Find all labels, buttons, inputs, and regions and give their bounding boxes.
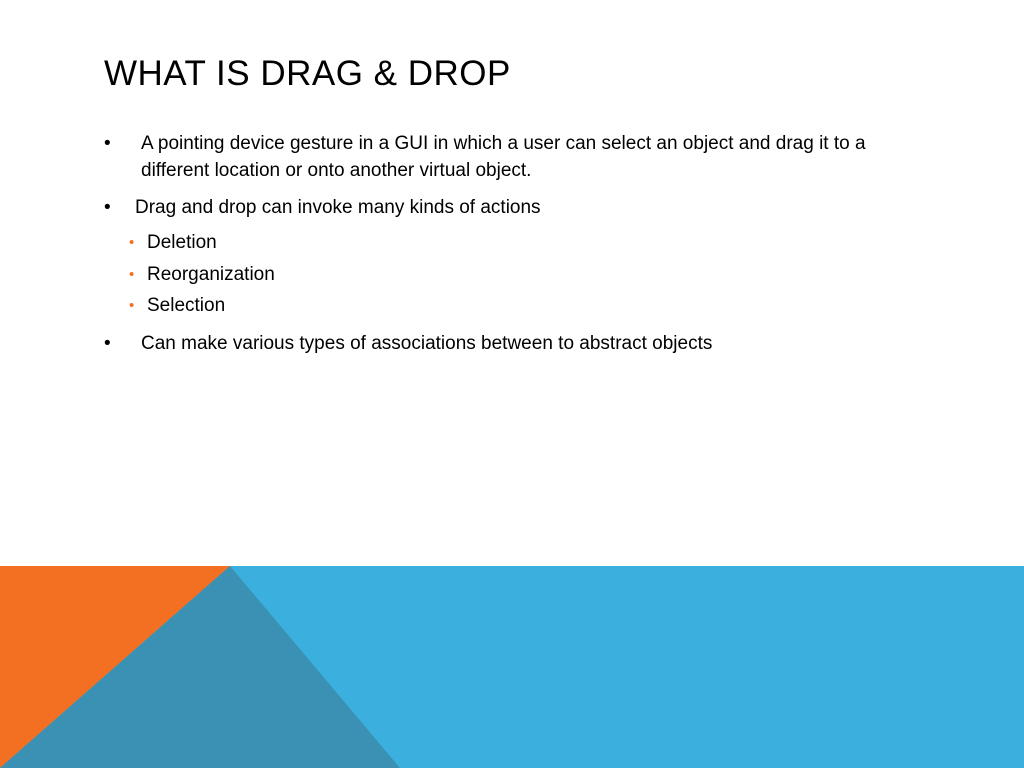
sub-bullet-marker: • <box>129 234 135 251</box>
sub-bullet-text: Reorganization <box>147 263 275 285</box>
slide-title: WHAT IS DRAG & DROP <box>104 54 511 93</box>
sub-bullet-text: Deletion <box>147 232 217 253</box>
sub-bullet-item <box>104 227 934 259</box>
sub-bullet-list <box>104 227 934 322</box>
bullet-marker: • <box>104 332 111 354</box>
sub-bullet-item <box>104 290 934 322</box>
decorative-color-band <box>0 566 1024 768</box>
bullet-marker: • <box>104 197 111 218</box>
bullet-marker: • <box>104 133 111 154</box>
bullet-text: Drag and drop can invoke many kinds of actions <box>135 197 541 218</box>
bullet-text: Can make various types of associations between to abstract objects <box>141 332 713 354</box>
sub-bullet-marker: • <box>129 265 135 283</box>
sub-bullet-marker: • <box>129 297 135 314</box>
bullet-list <box>104 130 934 367</box>
bullet-item <box>104 194 934 221</box>
sub-bullet-item <box>104 259 934 291</box>
bullet-text: A pointing device gesture in a GUI in which a user can select an object and drag it to a different location or onto another virtual object. <box>141 133 866 181</box>
bullet-item <box>104 130 934 184</box>
bullet-item <box>104 330 934 357</box>
sub-bullet-text: Selection <box>147 295 226 316</box>
